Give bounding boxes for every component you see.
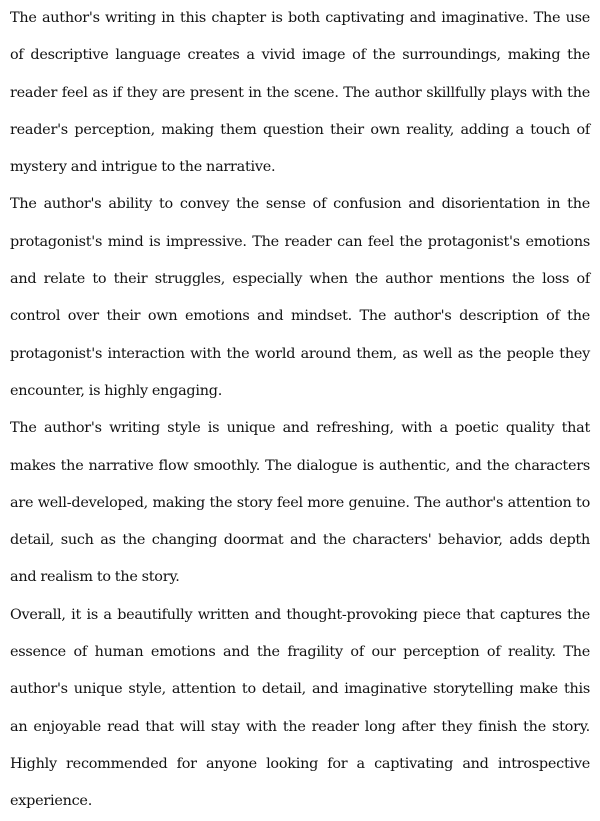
paragraph-3: The author's writing style is unique and refreshing, with a poetic quality that makes the narrative flow smoothly. The dialogue is authentic, and the characters are well-developed, making the story feel more genuine. The author's attention to detail, such as the changing doormat and the characters' behavior, adds depth and realism to the story. [10,420,590,586]
paragraph-2: The author's ability to convey the sense of confusion and disorientation in the protagonist's mind is impressive. The reader can feel the protagonist's emotions and relate to their struggles, especially when the author mentions the loss of control over their own emotions and mindset. The author's description of the protagonist's interaction with the world around them, as well as the people they encounter, is highly engaging. [10,196,590,399]
document-body [10,0,590,821]
paragraph-4: Overall, it is a beautifully written and thought-provoking piece that captures the essence of human emotions and the fragility of our perception of reality. The author's unique style, attention to detail, and imaginative storytelling make this an enjoyable read that will stay with the reader long after they finish the story. Highly recommended for anyone looking for a captivating and introspective experience. [10,606,590,810]
paragraph-1: The author's writing in this chapter is both captivating and imaginative. The use of descriptive language creates a vivid image of the surroundings, making the reader feel as if they are present in the scene. The author skillfully plays with the reader's perception, making them question their own reality, adding a touch of mystery and intrigue to the narrative. [10,10,590,176]
